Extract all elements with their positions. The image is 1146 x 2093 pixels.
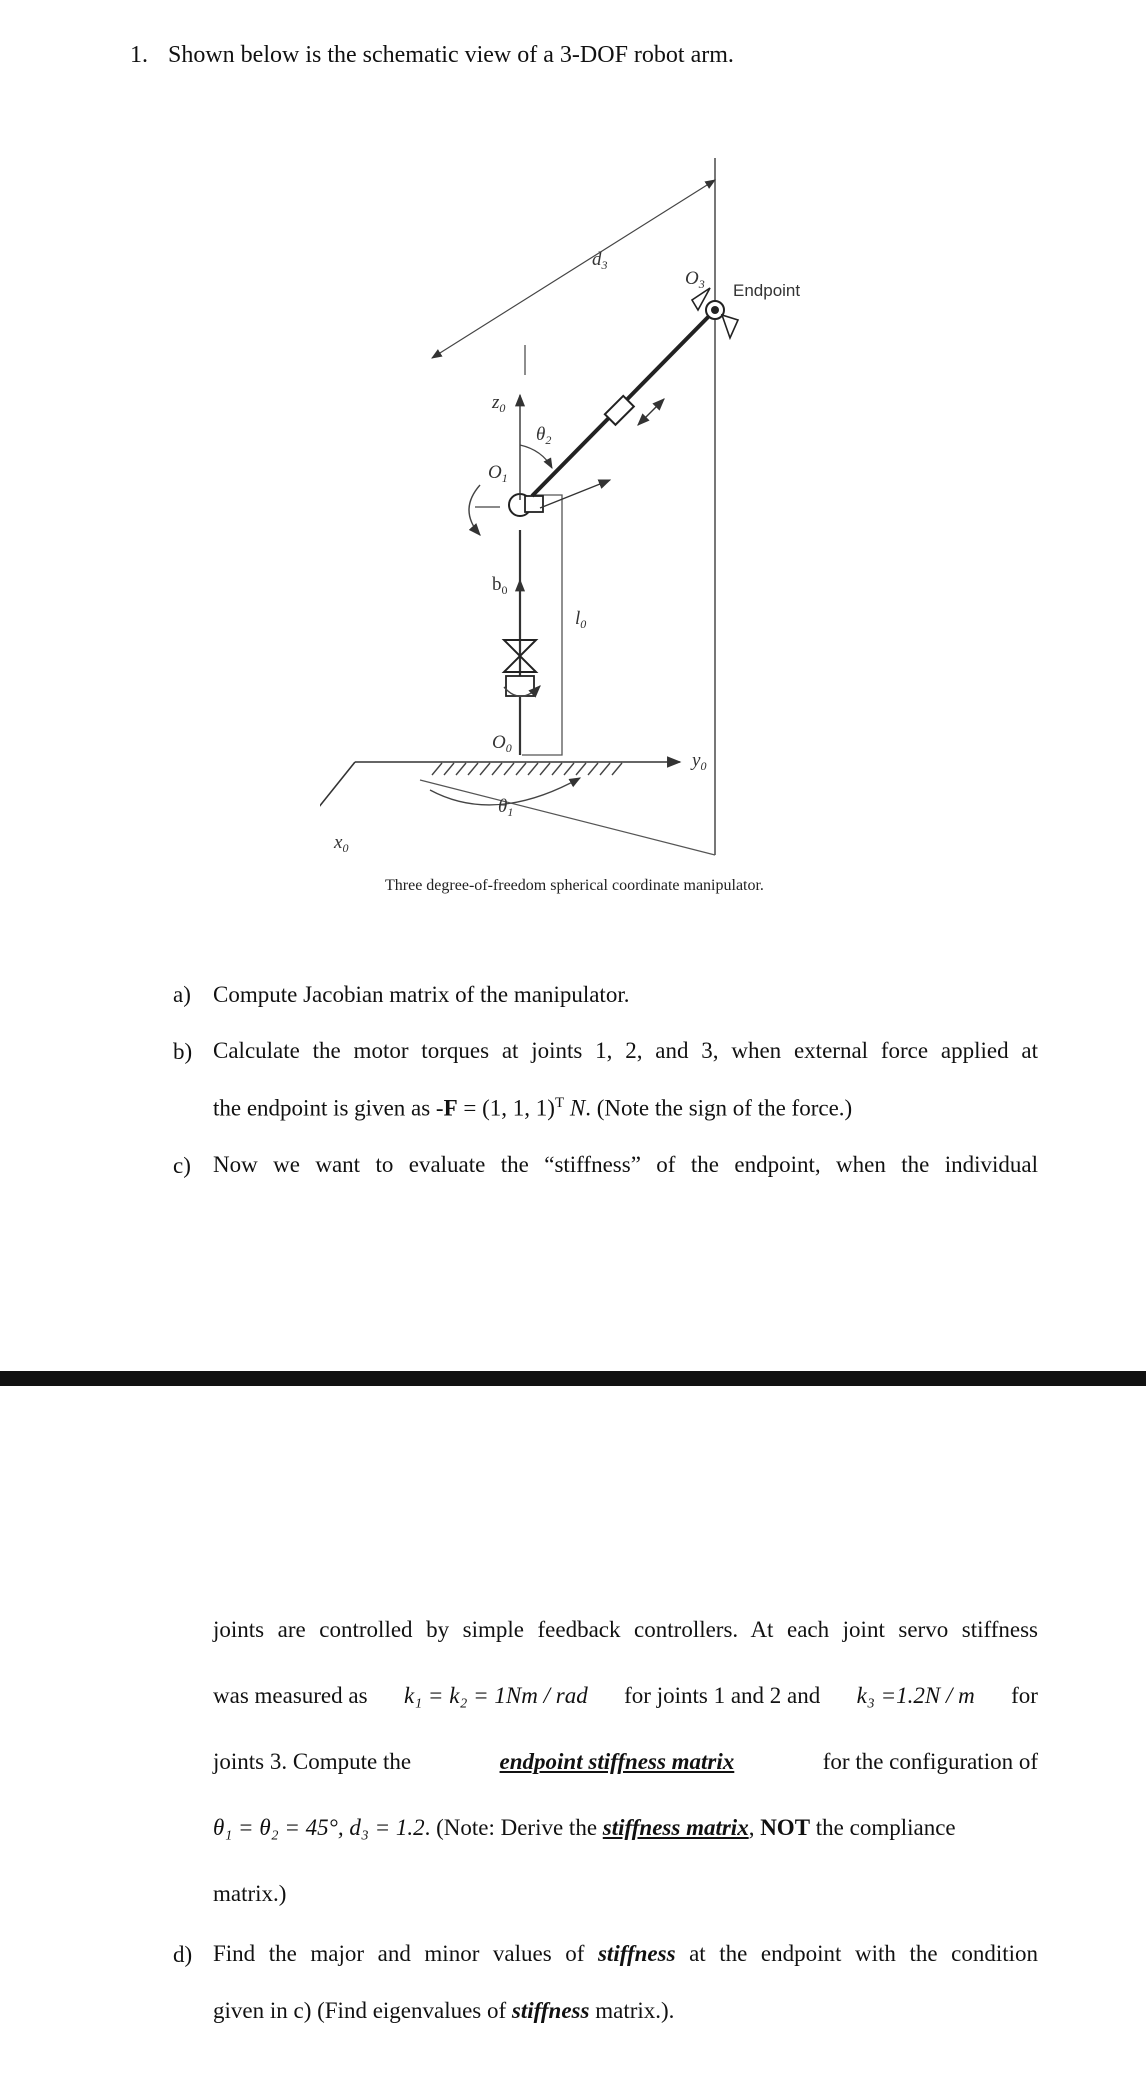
figure-caption: Three degree-of-freedom spherical coordinate manipulator. bbox=[385, 877, 764, 894]
label-l0: $l_0$ bbox=[575, 608, 587, 631]
label-d3: $d_3$ bbox=[592, 249, 608, 272]
part-c-mark: c) bbox=[173, 1153, 191, 1178]
part-b-line-2: the endpoint is given as -F = (1, 1, 1)$^T$ N. (Note the sign of the force.) bbox=[213, 1095, 853, 1121]
label-o0: $O_0$ bbox=[492, 732, 512, 755]
label-x0: $x_0$ bbox=[334, 832, 349, 855]
page-divider bbox=[0, 1371, 1146, 1386]
label-theta2: $\theta_2$ bbox=[536, 424, 552, 447]
label-theta1: $\theta_1$ bbox=[498, 796, 514, 819]
robot-arm-schematic bbox=[320, 150, 860, 900]
part-d-line-2: given in c) (Find eigenvalues of stiffness matrix.). bbox=[213, 1998, 675, 2023]
label-y0: $y_0$ bbox=[692, 750, 707, 773]
part-c-line-4: joints 3. Compute the endpoint stiffness matrix for the configuration of bbox=[213, 1749, 1038, 1774]
question-intro bbox=[130, 42, 734, 69]
label-z0: $z_0$ bbox=[492, 392, 506, 415]
base-column bbox=[520, 495, 562, 755]
vertical-plane-edge bbox=[420, 158, 715, 855]
part-c-line-6: matrix.) bbox=[213, 1881, 287, 1906]
question-number: 1. bbox=[130, 42, 148, 68]
part-b-mark: b) bbox=[173, 1039, 193, 1064]
part-b-line-1: Calculate the motor torques at joints 1, 2, and 3, when external force applied at bbox=[213, 1038, 1038, 1063]
part-d-mark: d) bbox=[173, 1942, 193, 1967]
revolute-joint-1 bbox=[504, 640, 540, 696]
d3-dimension bbox=[432, 180, 715, 375]
prismatic-link bbox=[532, 310, 715, 496]
part-a-mark: a) bbox=[173, 982, 191, 1007]
part-c-line-1: Now we want to evaluate the “stiffness” of the endpoint, when the individual bbox=[213, 1152, 1038, 1177]
part-c-line-2: joints are controlled by simple feedback controllers. At each joint servo stiffness bbox=[213, 1617, 1038, 1642]
label-o1: $O_1$ bbox=[488, 462, 508, 485]
part-c-line-5: θ₁ = θ₂ = 45°, d₃ = 1.2. (Note: Derive the stiffness matrix, NOT the compliance bbox=[213, 1815, 956, 1840]
question-intro-text: Shown below is the schematic view of a 3-DOF robot arm. bbox=[168, 42, 734, 68]
label-endpoint: Endpoint bbox=[733, 281, 801, 300]
part-c-line-3: was measured as k₁ = k₂ = 1Nm / rad for joints 1 and 2 and k₃ =1.2N / m for bbox=[213, 1683, 1038, 1708]
part-d-line-1: Find the major and minor values of stiffness at the endpoint with the condition bbox=[213, 1941, 1038, 1966]
label-o3: $O_3$ bbox=[685, 268, 705, 291]
part-a-text: Compute Jacobian matrix of the manipulator. bbox=[213, 982, 630, 1007]
label-b0: $b_0$ bbox=[492, 574, 508, 597]
